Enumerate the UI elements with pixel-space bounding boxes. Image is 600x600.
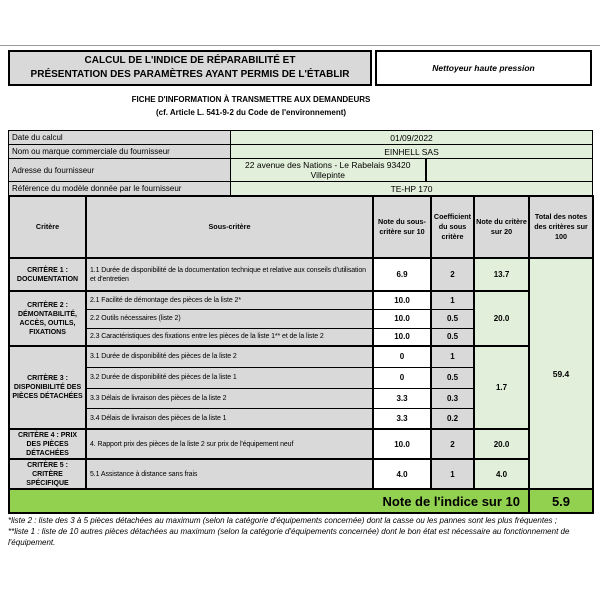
coef-5-1: 1 (431, 459, 474, 489)
col-header-coefficient: Coefficient du sous critère (431, 196, 474, 258)
info-row-address (9, 159, 593, 182)
score20-criterion-1: 13.7 (474, 258, 529, 291)
subcriterion-4-label: 4. Rapport prix des pièces de la liste 2 sur prix de l'équipement neuf (86, 429, 373, 459)
coef-3-1: 1 (431, 346, 474, 367)
coef-4: 2 (431, 429, 474, 459)
row-1-1 (9, 258, 593, 291)
subcriterion-5-1-label: 5.1 Assistance à distance sans frais (86, 459, 373, 489)
score20-criterion-5: 4.0 (474, 459, 529, 489)
info-label-date: Date du calcul (9, 131, 231, 145)
score10-2-3: 10.0 (373, 328, 431, 346)
document-title-box (8, 50, 372, 86)
col-header-sous-critere: Sous-critère (86, 196, 373, 258)
fiche-subtitle-line1: FICHE D'INFORMATION À TRANSMETTRE AUX DEMANDEURS (131, 95, 371, 104)
product-category-box (375, 50, 592, 86)
score10-3-2: 0 (373, 367, 431, 388)
criteria-header-row (9, 196, 593, 258)
subcriterion-2-3-label: 2.3 Caractéristiques des fixations entre les pièces de la liste 1** et de la liste 2 (86, 328, 373, 346)
page-edge-line (0, 45, 600, 46)
info-value-model-ref: TE-HP 170 (231, 182, 593, 196)
criterion-3-label: CRITÈRE 3 : DISPONIBILITÉ DES PIÈCES DÉTACHÉES (9, 346, 86, 429)
info-row-model-ref (9, 182, 593, 196)
info-value-supplier-name: EINHELL SAS (231, 145, 593, 159)
score20-criterion-4: 20.0 (474, 429, 529, 459)
subcriterion-3-1-label: 3.1 Durée de disponibilité des pièces de la liste 2 (86, 346, 373, 367)
col-header-total-100: Total des notes des critères sur 100 (529, 196, 593, 258)
info-value-date: 01/09/2022 (231, 131, 593, 145)
col-header-note-sous-critere: Note du sous-critère sur 10 (373, 196, 431, 258)
score20-criterion-2: 20.0 (474, 291, 529, 346)
subcriterion-2-1-label: 2.1 Facilité de démontage des pièces de la liste 2* (86, 291, 373, 309)
criterion-5-label: CRITÈRE 5 : CRITÈRE SPÉCIFIQUE (9, 459, 86, 489)
supplier-info-table (8, 130, 593, 196)
score10-1-1: 6.9 (373, 258, 431, 291)
product-category-label: Nettoyeur haute pression (432, 63, 535, 73)
coef-1-1: 2 (431, 258, 474, 291)
final-score-label: Note de l'indice sur 10 (9, 489, 529, 513)
row-4 (9, 429, 593, 459)
total-score-100: 59.4 (529, 258, 593, 489)
score10-2-2: 10.0 (373, 309, 431, 328)
fiche-subtitle-line2: (cf. Article L. 541-9-2 du Code de l'environnement) (155, 108, 347, 117)
coef-3-2: 0.5 (431, 367, 474, 388)
info-row-supplier-name (9, 145, 593, 159)
criterion-1-label: CRITÈRE 1 : DOCUMENTATION (9, 258, 86, 291)
subcriterion-2-2-label: 2.2 Outils nécessaires (liste 2) (86, 309, 373, 328)
score10-4: 10.0 (373, 429, 431, 459)
score10-3-3: 3.3 (373, 388, 431, 408)
coef-2-3: 0.5 (431, 328, 474, 346)
footnote-liste-2: *liste 2 : liste des 3 à 5 pièces détachées au maximum (selon la catégorie d'équipements concernée) dont la casse ou les pannes sont les plus fréquentes ; (8, 516, 557, 525)
info-row-date (9, 131, 593, 145)
score10-2-1: 10.0 (373, 291, 431, 309)
subcriterion-3-3-label: 3.3 Délais de livraison des pièces de la liste 2 (86, 388, 373, 408)
final-score-row (9, 489, 593, 513)
col-header-critere: Critère (9, 196, 86, 258)
footnotes (8, 515, 592, 548)
row-5-1 (9, 459, 593, 489)
subcriterion-3-4-label: 3.4 Délais de livraison des pièces de la liste 1 (86, 408, 373, 429)
coef-2-2: 0.5 (431, 309, 474, 328)
info-value-address-empty (426, 159, 593, 182)
criteria-table (8, 195, 594, 514)
row-3-1 (9, 346, 593, 367)
subcriterion-3-2-label: 3.2 Durée de disponibilité des pièces de la liste 1 (86, 367, 373, 388)
info-value-address: 22 avenue des Nations - Le Rabelais 93420 Villepinte (231, 159, 426, 182)
subcriterion-1-1-label: 1.1 Durée de disponibilité de la documentation technique et relative aux conseils d'utilisation et d'entretien (86, 258, 373, 291)
col-header-note-critere-20: Note du critère sur 20 (474, 196, 529, 258)
score10-3-4: 3.3 (373, 408, 431, 429)
score20-criterion-3: 1.7 (474, 346, 529, 429)
document-title-line2: PRÉSENTATION DES PARAMÈTRES AYANT PERMIS DE L'ÉTABLIR (30, 69, 350, 80)
final-score-value: 5.9 (529, 489, 593, 513)
fiche-subtitle (8, 93, 494, 119)
coef-3-3: 0.3 (431, 388, 474, 408)
row-2-1 (9, 291, 593, 309)
coef-2-1: 1 (431, 291, 474, 309)
info-label-model-ref: Référence du modèle donnée par le fournisseur (9, 182, 231, 196)
criterion-4-label: CRITÈRE 4 : PRIX DES PIÈCES DÉTACHÉES (9, 429, 86, 459)
criterion-2-label: CRITÈRE 2 : DÉMONTABILITÉ, ACCÈS, OUTILS, FIXATIONS (9, 291, 86, 346)
info-label-supplier-name: Nom ou marque commerciale du fournisseur (9, 145, 231, 159)
info-label-address: Adresse du fournisseur (9, 159, 231, 182)
coef-3-4: 0.2 (431, 408, 474, 429)
document-title-line1: CALCUL DE L'INDICE DE RÉPARABILITÉ ET (84, 55, 296, 66)
score10-5-1: 4.0 (373, 459, 431, 489)
footnote-liste-1: **liste 1 : liste de 10 autres pièces détachées au maximum (selon la catégorie d'équipements concernée) dont le bon état est nécessaire au fonctionnement de l'équipement. (8, 527, 570, 547)
score10-3-1: 0 (373, 346, 431, 367)
